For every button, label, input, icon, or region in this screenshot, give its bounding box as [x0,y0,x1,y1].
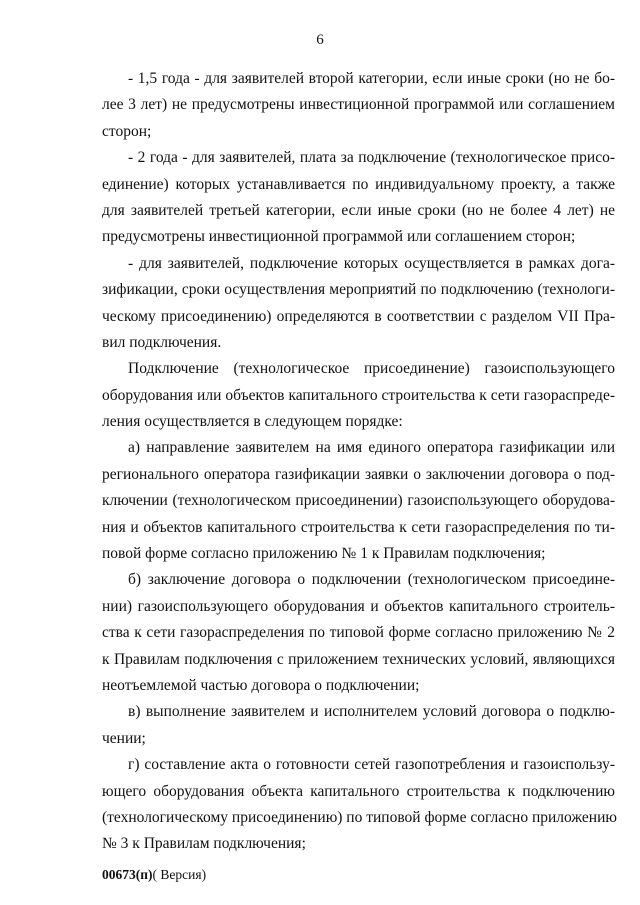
text-line: лее 3 лет) не предусмотрены инвестиционной программой или соглашением [102,96,615,114]
text-line: - для заявителей, подключение которых осуществляется в рамках дога- [128,254,615,272]
text-line: ния и объектов капитального строительства к сети газораспределения по ти- [102,518,615,536]
paragraph-connection-order [102,356,615,435]
document-version: ( Версия) [152,867,207,882]
text-line: чении; [102,729,146,747]
text-line: - 2 года - для заявителей, плата за подключение (технологическое присо- [128,149,615,167]
text-line: ключении (технологическом присоединении) газоиспользующего оборудова- [102,492,615,510]
text-line: зификации, сроки осуществления мероприятий по подключению (технологи- [102,281,615,299]
text-line: неотъемлемой частью договора о подключении; [102,676,420,694]
page-number: 6 [316,32,324,48]
document-footer [102,866,206,884]
text-line: - 1,5 года - для заявителей второй категории, если иные сроки (но не бо- [128,70,615,87]
text-line: ства к сети газораспределения по типовой форме согласно приложению № 2 [102,624,615,642]
text-line: повой форме согласно приложению № 1 к Правилам подключения; [102,545,546,563]
text-line: предусмотрены инвестиционной программой или соглашением сторон; [102,228,576,246]
document-body [102,66,615,858]
paragraph-individual-project [102,145,615,251]
text-line: единение) которых устанавливается по индивидуальному проекту, а также [102,175,615,193]
text-line: вил подключения. [102,333,222,351]
text-line: сторон; [102,122,152,140]
paragraph-gasification [102,251,615,357]
text-line: № 3 к Правилам подключения; [102,835,306,853]
paragraph-second-category [102,66,615,145]
text-line: в) выполнение заявителем и исполнителем условий договора о подклю- [128,703,615,721]
text-line: регионального оператора газификации заявки о заключении договора о под- [102,465,615,483]
text-line: нии) газоиспользующего оборудования и объектов капитального строитель- [102,597,615,615]
paragraph-item-a [102,435,615,567]
text-line: ления осуществляется в следующем порядке: [102,413,403,431]
text-line: Подключение (технологическое присоединение) газоиспользующего [128,360,615,378]
text-line: (технологическому присоединению) по типовой форме согласно приложению [102,808,617,826]
text-line: к Правилам подключения с приложением технических условий, являющихся [102,650,615,668]
text-line: ющего оборудования объекта капитального строительства к подключению [102,782,615,800]
text-line: г) составление акта о готовности сетей газопотребления и газоиспользу- [128,756,615,774]
text-line: для заявителей третьей категории, если иные сроки (но не более 4 лет) не [102,201,615,219]
text-line: б) заключение договора о подключении (технологическом присоедине- [128,571,615,589]
paragraph-item-b [102,567,615,699]
text-line: оборудования или объектов капитального строительства к сети газораспреде- [102,386,615,404]
text-line: а) направление заявителем на имя единого оператора газификации или [128,439,615,457]
paragraph-item-g [102,752,615,858]
document-code: 00673(п) [102,867,153,882]
text-line: ческому присоединению) определяются в соответствии с разделом VII Пра- [102,307,615,325]
paragraph-item-v [102,699,615,752]
